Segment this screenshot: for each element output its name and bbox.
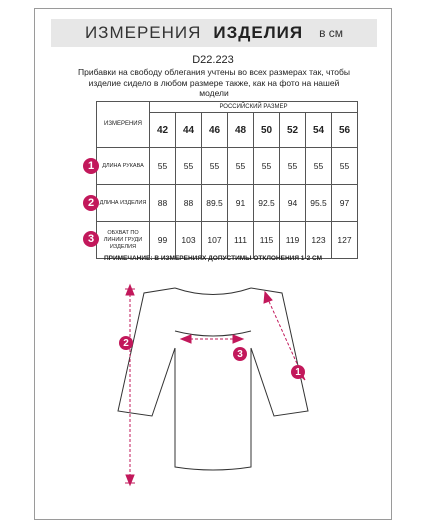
table-cell: 89.5 <box>202 185 228 222</box>
table-cell: 94 <box>280 185 306 222</box>
table-corner-label: ИЗМЕРЕНИЯ <box>97 102 150 148</box>
table-cell: 55 <box>176 148 202 185</box>
table-cell: 127 <box>332 222 358 259</box>
row-label-chest: ОБХВАТ ПО ЛИНИИ ГРУДИ ИЗДЕЛИЯ <box>97 222 150 259</box>
table-cell: 55 <box>202 148 228 185</box>
table-cell: 119 <box>280 222 306 259</box>
table-cell: 115 <box>254 222 280 259</box>
header-title-bold: ИЗДЕЛИЯ <box>213 23 304 42</box>
dress-diagram <box>35 271 391 519</box>
table-cell: 55 <box>150 148 176 185</box>
size-header: 52 <box>280 113 306 148</box>
table-cell: 99 <box>150 222 176 259</box>
figure-badge-2: 2 <box>119 336 133 350</box>
table-cell: 92.5 <box>254 185 280 222</box>
figure-badge-3-holder <box>233 347 251 365</box>
header-title-light: ИЗМЕРЕНИЯ <box>84 23 202 42</box>
figure-badge-3: 3 <box>233 347 247 361</box>
header-unit: в см <box>319 26 344 40</box>
row-label-sleeve: ДЛИНА РУКАВА <box>97 148 150 185</box>
table-cell: 123 <box>306 222 332 259</box>
table-cell: 55 <box>280 148 306 185</box>
size-caption: РОССИЙСКИЙ РАЗМЕР <box>150 102 358 113</box>
table-row <box>97 148 358 185</box>
size-header: 50 <box>254 113 280 148</box>
size-chart-sheet <box>34 8 392 520</box>
table-cell: 95.5 <box>306 185 332 222</box>
table-cell: 55 <box>228 148 254 185</box>
figure-badge-1-holder <box>291 365 309 383</box>
measure-badge-3: 3 <box>83 231 99 247</box>
table-cell: 55 <box>306 148 332 185</box>
size-header: 46 <box>202 113 228 148</box>
row-label-length: ДЛИНА ИЗДЕЛИЯ <box>97 185 150 222</box>
figure-badge-2-holder <box>119 336 137 354</box>
table-cell: 88 <box>176 185 202 222</box>
table-cell: 91 <box>228 185 254 222</box>
size-header: 56 <box>332 113 358 148</box>
size-header: 42 <box>150 113 176 148</box>
size-header: 48 <box>228 113 254 148</box>
measure-lines <box>125 285 305 485</box>
size-header: 44 <box>176 113 202 148</box>
table-row <box>97 185 358 222</box>
table-cell: 103 <box>176 222 202 259</box>
table-cell: 55 <box>254 148 280 185</box>
header-bar <box>51 19 377 47</box>
table-cell: 111 <box>228 222 254 259</box>
tolerance-remark: ПРИМЕЧАНИЕ: В ИЗМЕРЕНИЯХ ДОПУСТИМЫ ОТКЛОНЕНИЯ 1-2 СМ <box>103 255 323 262</box>
figure-badge-1: 1 <box>291 365 305 379</box>
table-cell: 88 <box>150 185 176 222</box>
table-cell: 55 <box>332 148 358 185</box>
product-code: D22.223 <box>192 54 234 66</box>
fit-note: Прибавки на свободу облегания учтены во всех размерах так, чтобы изделие сидело в любом размере также, как на фото на нашей модели <box>78 67 350 98</box>
table-cell: 97 <box>332 185 358 222</box>
measure-badge-2: 2 <box>83 195 99 211</box>
measure-badge-1: 1 <box>83 158 99 174</box>
table-cell: 107 <box>202 222 228 259</box>
dress-outline <box>118 288 308 470</box>
size-table <box>96 101 358 259</box>
table-row <box>97 222 358 259</box>
size-header: 54 <box>306 113 332 148</box>
